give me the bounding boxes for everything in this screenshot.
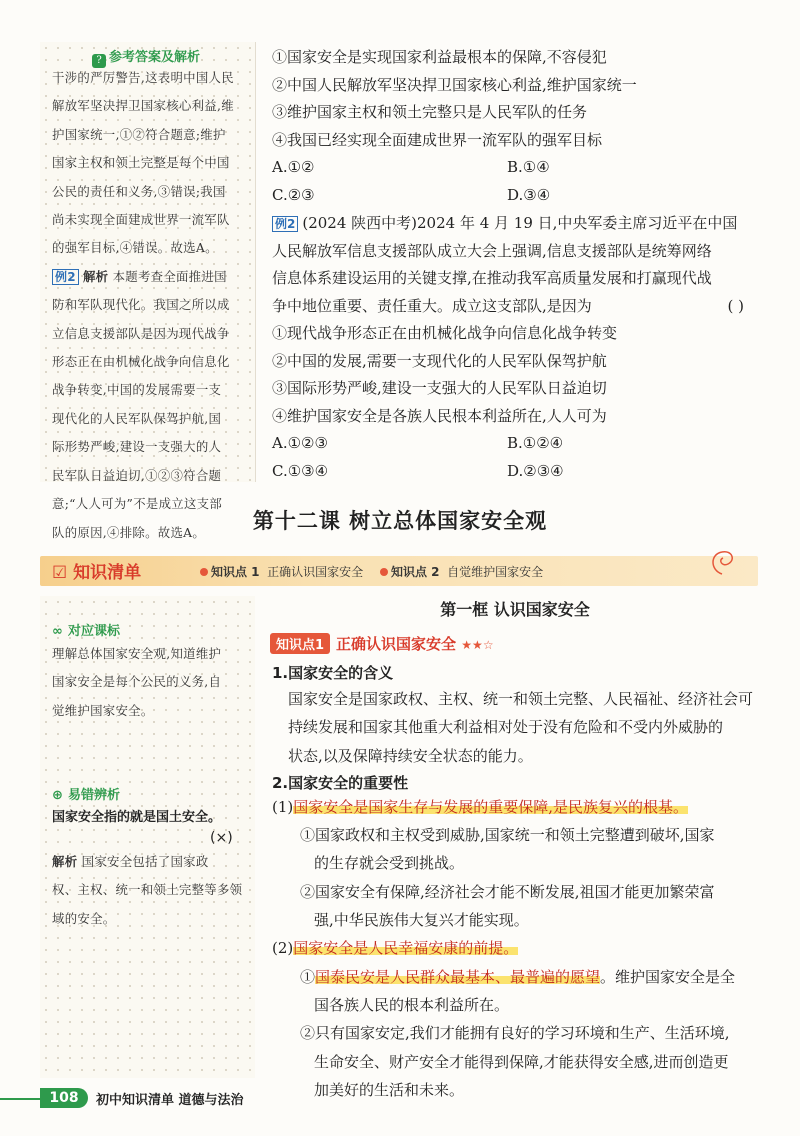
kp-dot-icon bbox=[200, 568, 208, 576]
kp-content bbox=[272, 662, 762, 1104]
question-item: ①国家安全是实现国家利益最根本的保障,不容侵犯 bbox=[272, 48, 607, 66]
kp-dot-icon bbox=[380, 568, 388, 576]
footer-rule bbox=[0, 1098, 40, 1100]
question-stem-line: 人民解放军信息支援部队成立大会上强调,信息支援部队是统筹网络 bbox=[272, 241, 712, 260]
answer-line: 际形势严峻,建设一支强大的人 bbox=[52, 439, 222, 455]
question-item: ④维护国家安全是各族人民根本利益所在,人人可为 bbox=[272, 406, 607, 425]
section-heading-2: 2.国家安全的重要性 bbox=[272, 773, 409, 792]
highlight-key-sentence: 国家安全是人民幸福安康的前提。 bbox=[293, 939, 519, 958]
answer-line: 解放军坚决捍卫国家核心利益,维 bbox=[52, 98, 234, 114]
question-item: ③国际形势严峻,建设一支强大的人民军队日益迫切 bbox=[272, 379, 607, 397]
error-mark: (×) bbox=[210, 830, 233, 846]
section-heading-1: 1.国家安全的含义 bbox=[272, 664, 394, 682]
highlight-key-sentence: 国泰民安是人民群众最基本、最普遍的愿望 bbox=[315, 967, 601, 986]
option-b[interactable]: B.①②④ bbox=[507, 434, 564, 452]
definition-block bbox=[272, 685, 762, 770]
question-item: ③维护国家主权和领土完整只是人民军队的任务 bbox=[272, 103, 588, 121]
question-1 bbox=[272, 44, 762, 209]
answer-panel bbox=[40, 42, 256, 540]
options-row bbox=[272, 430, 762, 458]
answer-line: 的强军目标,④错误。故选A。 bbox=[52, 240, 218, 256]
answer-ex1-text bbox=[52, 64, 252, 547]
answer-line: 国家主权和领土完整是每个中国 bbox=[52, 155, 230, 171]
analysis-line: 域的安全。 bbox=[52, 910, 116, 926]
answer-blank[interactable]: ( ) bbox=[727, 296, 744, 315]
analysis-line: 权、主权、统一和领土完整等多领 bbox=[52, 882, 243, 898]
knowledge-list-label: ☑ 知识清单 bbox=[52, 563, 142, 583]
analysis-label: 解析 bbox=[82, 268, 109, 284]
difficulty-stars: ★★☆ bbox=[461, 638, 494, 652]
option-a[interactable]: A.①②③ bbox=[272, 434, 328, 452]
analysis-first-line: 解析 国家安全包括了国家政 bbox=[52, 854, 209, 869]
kp-badge: 知识点1 bbox=[270, 633, 330, 654]
question-2-stem-first: 例2 (2024 陕西中考)2024 年 4 月 19 日,中央军委主席习近平在中国 bbox=[272, 210, 762, 238]
point-1-b: ②国家安全有保障,经济社会才能不断发展,祖国才能更加繁荣富 强,中华民族伟大复兴才能实现。 bbox=[300, 882, 715, 930]
knowledge-banner bbox=[40, 556, 758, 586]
book-title: 初中知识清单 道德与法治 bbox=[96, 1093, 244, 1108]
highlight-key-sentence: 国家安全是国家生存与发展的重要保障,是民族复兴的根基。 bbox=[293, 797, 689, 816]
error-analysis bbox=[52, 848, 257, 933]
answer-key-icon: ? bbox=[92, 54, 106, 68]
frame-title: 第一框 认识国家安全 bbox=[440, 600, 590, 619]
point-2-a: ①国泰民安是人民群众最基本、最普遍的愿望。维护国家安全是全 国各族人民的根本利益所在。 bbox=[300, 967, 736, 1014]
answer-line: 防和军队现代化。我国之所以成 bbox=[52, 297, 230, 313]
option-a[interactable]: A.①② bbox=[272, 158, 315, 176]
answer-ex2-first-line: 例2 解析 本题考查全面推进国 bbox=[52, 263, 252, 291]
option-c[interactable]: C.②③ bbox=[272, 185, 315, 204]
curriculum-text bbox=[52, 640, 257, 725]
answer-line: 尚未实现全面建成世界一流军队 bbox=[52, 212, 230, 228]
option-b[interactable]: B.①④ bbox=[507, 158, 550, 176]
answer-line: 民军队日益迫切,①②③符合题 bbox=[52, 467, 222, 483]
option-d[interactable]: D.③④ bbox=[507, 185, 551, 204]
options-row bbox=[272, 458, 762, 486]
question-stem-last: 争中地位重要、责任重大。成立这支部队,是因为 ( ) bbox=[272, 293, 762, 321]
point-2-b: ②只有国家安定,我们才能拥有良好的学习环境和生产、生活环境, 生命安全、财产安全才能得到保障,才能获得安全感,进而创造更 加美好的生活和未来。 bbox=[300, 1024, 730, 1099]
question-item: ①现代战争形态正在由机械化战争向信息化战争转变 bbox=[272, 324, 618, 342]
answer-line: 公民的责任和义务,③错误;我国 bbox=[52, 183, 226, 199]
answer-line: 护国家统一,①②符合题意;维护 bbox=[52, 126, 226, 142]
answer-line: 队的原因,④排除。故选A。 bbox=[52, 524, 206, 540]
kp1-link[interactable]: 知识点 1 正确认识国家安全 bbox=[200, 563, 363, 580]
question-stem-line: 信息体系建设运用的关键支撑,在推动我军高质量发展和打赢现代战 bbox=[272, 269, 712, 287]
options-row bbox=[272, 182, 762, 210]
option-d[interactable]: D.②③④ bbox=[507, 461, 564, 480]
swirl-decoration-icon bbox=[704, 544, 740, 580]
kp-heading: 知识点1 正确认识国家安全 ★★☆ bbox=[270, 633, 494, 654]
page-number: 108 bbox=[40, 1088, 88, 1108]
point-1: (1)国家安全是国家生存与发展的重要保障,是民族复兴的根基。 bbox=[272, 797, 689, 816]
body-line: 状态,以及保障持续安全状态的能力。 bbox=[288, 746, 533, 765]
options-row bbox=[272, 154, 762, 182]
answer-line: 形态正在由机械化战争向信息化 bbox=[52, 354, 230, 370]
answer-line: 立信息支援部队是因为现代战争 bbox=[52, 325, 230, 341]
answer-line: 战争转变,中国的发展需要一支 bbox=[52, 382, 222, 398]
point-2: (2)国家安全是人民幸福安康的前提。 bbox=[272, 939, 519, 958]
lesson-title: 第十二课 树立总体国家安全观 bbox=[252, 509, 548, 533]
example-2-label: 例2 bbox=[272, 216, 298, 232]
link-icon: ∞ bbox=[52, 624, 63, 639]
answer-line: 意;“人人可为”不是成立这支部 bbox=[52, 496, 223, 512]
point-1-a: ①国家政权和主权受到威胁,国家统一和领土完整遭到破坏,国家 的生存就会受到挑战。 bbox=[300, 826, 715, 873]
curriculum-line: 国家安全是每个公民的义务,自 bbox=[52, 674, 222, 690]
question-item: ②中国的发展,需要一支现代化的人民军队保驾护航 bbox=[272, 351, 607, 370]
option-c[interactable]: C.①③④ bbox=[272, 461, 329, 480]
body-line: 国家安全是国家政权、主权、统一和领土完整、人民福祉、经济社会可 bbox=[288, 690, 754, 708]
error-header: ⊕ 易错辨析 bbox=[52, 788, 121, 803]
body-line: 持续发展和国家其他重大利益相对处于没有危险和不受内外威胁的 bbox=[288, 718, 724, 737]
magnifier-icon: ⊕ bbox=[52, 788, 63, 803]
answer-header: ? 参考答案及解析 bbox=[92, 46, 200, 68]
example-2-label: 例2 bbox=[52, 269, 79, 285]
question-item: ②中国人民解放军坚决捍卫国家核心利益,维护国家统一 bbox=[272, 75, 637, 94]
sidebar-panel bbox=[40, 596, 255, 1078]
answer-line: 干涉的严厉警告,这表明中国人民 bbox=[52, 70, 234, 85]
answer-line: 现代化的人民军队保驾护航,国 bbox=[52, 410, 222, 426]
error-statement: 国家安全指的就是国土安全。 bbox=[52, 810, 222, 825]
curriculum-line: 觉维护国家安全。 bbox=[52, 702, 154, 718]
question-item: ④我国已经实现全面建成世界一流军队的强军目标 bbox=[272, 130, 603, 149]
kp2-link[interactable]: 知识点 2 自觉维护国家安全 bbox=[380, 563, 543, 580]
question-2 bbox=[272, 210, 762, 485]
curriculum-header: ∞ 对应课标 bbox=[52, 624, 120, 639]
curriculum-line: 理解总体国家安全观,知道维护 bbox=[52, 646, 222, 661]
